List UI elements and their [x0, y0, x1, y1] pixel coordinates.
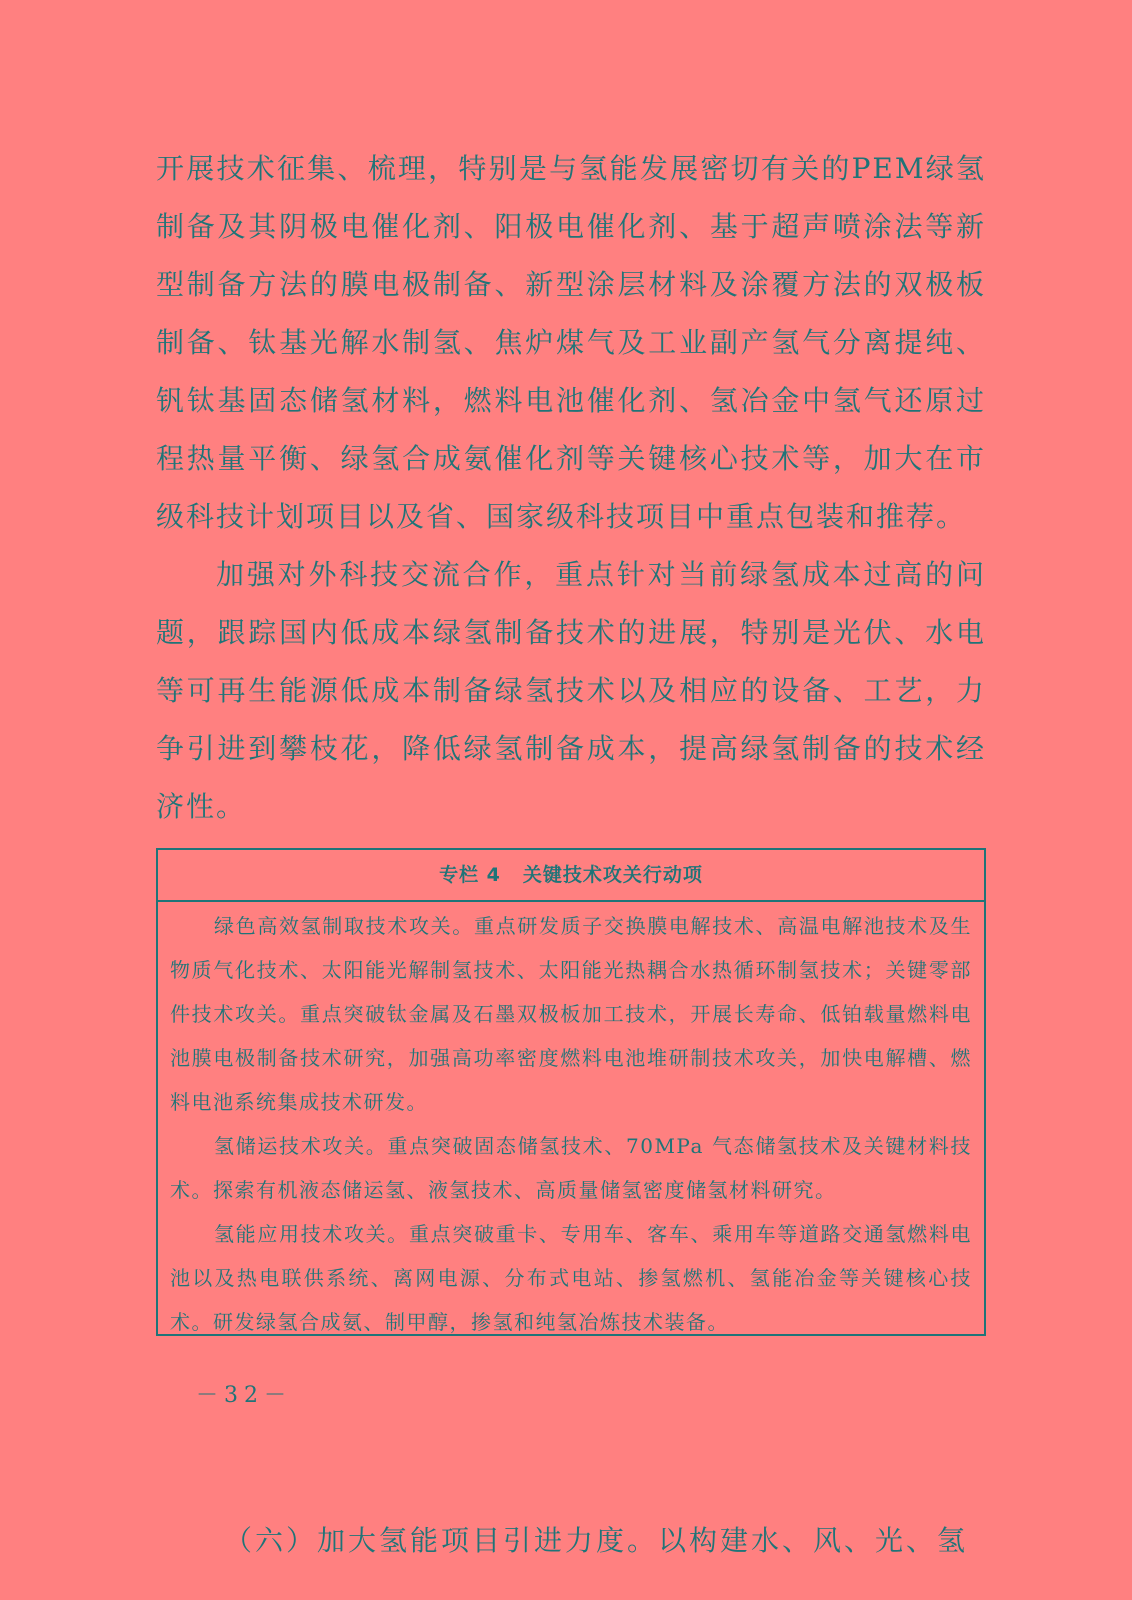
body-paragraph-1: 开展技术征集、梳理，特别是与氢能发展密切有关的PEM绿氢制备及其阴极电催化剂、阳极电催化剂、基于超声喷涂法等新型制备方法的膜电极制备、新型涂层材料及涂覆方法的双极板制备、钛基光解水制氢、焦炉煤气及工业副产氢气分离提纯、钒钛基固态储氢材料，燃料电池催化剂、氢冶金中氢气还原过程热量平衡、绿氢合成氨催化剂等关键核心技术等，加大在市级科技计划项目以及省、国家级科技项目中重点包装和推荐。: [156, 152, 986, 533]
column-box-number: 专栏 4: [439, 864, 501, 886]
body-text: [156, 140, 986, 836]
column-box-title: [158, 850, 984, 902]
page-number: －32－: [196, 1383, 292, 1408]
box-paragraph-3: 氢能应用技术攻关。重点突破重卡、专用车、客车、乘用车等道路交通氢燃料电池以及热电联供系统、离网电源、分布式电站、掺氢燃机、氢能冶金等关键核心技术。研发绿氢合成氨、制甲醇，掺氢和纯氢冶炼技术装备。: [170, 1222, 972, 1334]
column-box-body: [158, 902, 984, 1344]
column-box-heading: 关键技术攻关行动项: [522, 864, 703, 886]
column-box: [156, 848, 986, 1336]
body-paragraph-2: 加强对外科技交流合作，重点针对当前绿氢成本过高的问题，跟踪国内低成本绿氢制备技术的进展，特别是光伏、水电等可再生能源低成本制备绿氢技术以及相应的设备、工艺，力争引进到攀枝花，降低绿氢制备成本，提高绿氢制备的技术经济性。: [156, 558, 986, 823]
box-paragraph-1: 绿色高效氢制取技术攻关。重点研发质子交换膜电解技术、高温电解池技术及生物质气化技术、太阳能光解制氢技术、太阳能光热耦合水热循环制氢技术；关键零部件技术攻关。重点突破钛金属及石墨双极板加工技术，开展长寿命、低铂载量燃料电池膜电极制备技术研究，加强高功率密度燃料电池堆研制技术攻关，加快电解槽、燃料电池系统集成技术研发。: [170, 914, 972, 1114]
box-paragraph-2: 氢储运技术攻关。重点突破固态储氢技术、70MPa 气态储氢技术及关键材料技术。探索有机液态储运氢、液氢技术、高质量储氢密度储氢材料研究。: [170, 1134, 972, 1202]
next-page-heading: （六）加大氢能项目引进力度。以构建水、风、光、氢: [224, 1524, 969, 1557]
